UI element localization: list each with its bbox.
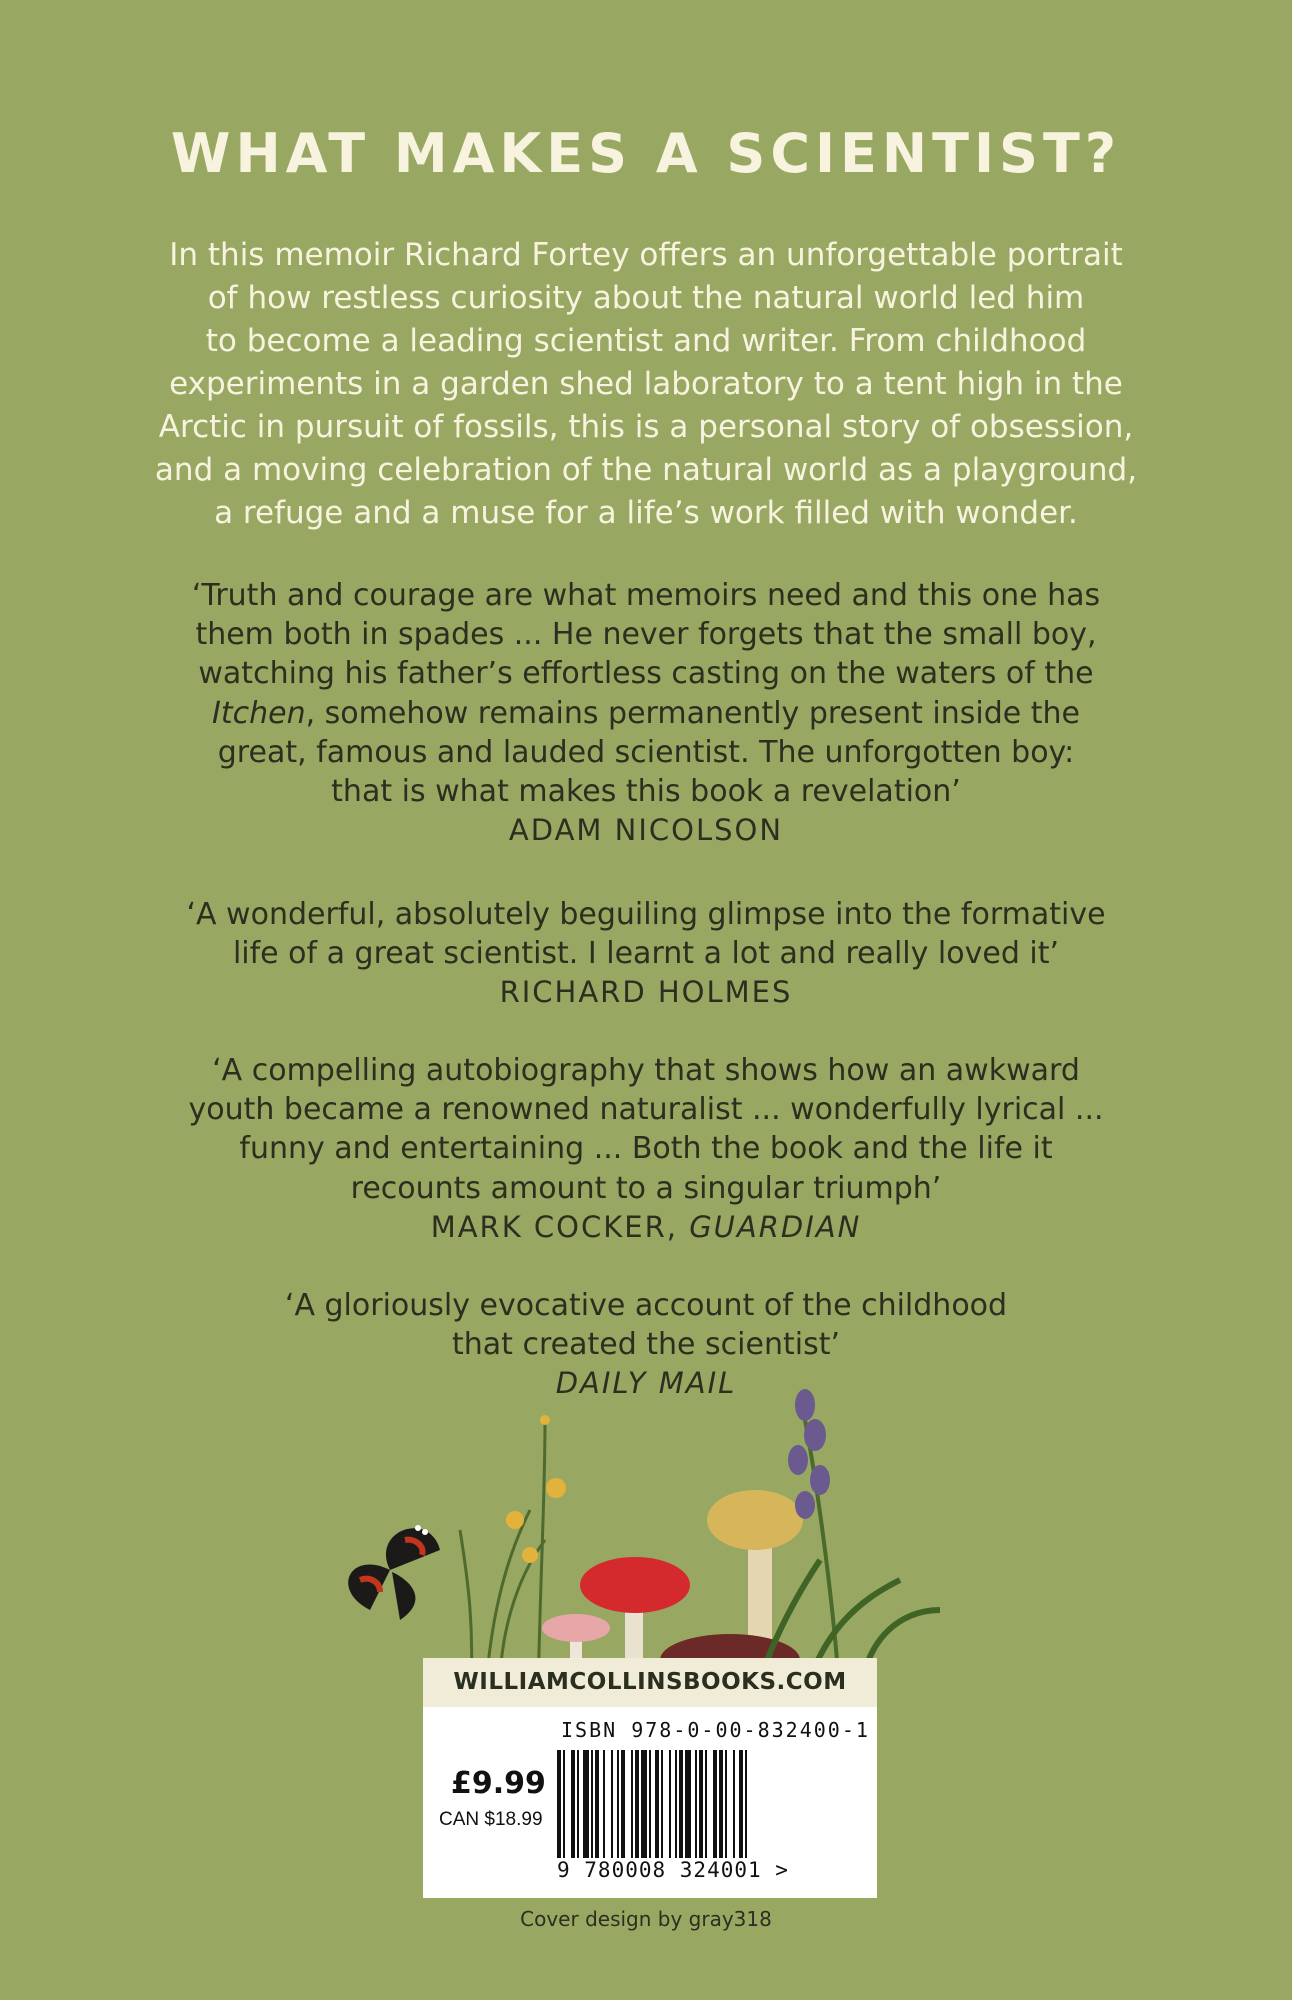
barcode-bar — [655, 1750, 659, 1858]
barcode-bar — [733, 1750, 735, 1858]
quote-line: watching his father’s effortless casting on the waters of the — [198, 656, 1094, 692]
quote-line: life of a great scientist. I learnt a lot and really loved it’ — [232, 936, 1060, 972]
butterfly-icon — [348, 1525, 440, 1620]
quote-line: that is what makes this book a revelation’ — [331, 774, 961, 810]
barcode-bar — [685, 1750, 691, 1858]
barcode-digits: 9 780008 324001 > — [557, 1858, 789, 1882]
barcode-bar — [713, 1750, 717, 1858]
cover-heading: WHAT MAKES A SCIENTIST? — [170, 122, 1122, 185]
quote-italic-river: Itchen — [212, 695, 306, 731]
barcode-bar — [661, 1750, 663, 1858]
quote-line: ‘Truth and courage are what memoirs need and this one has — [191, 578, 1101, 613]
barcode-bar — [631, 1750, 633, 1858]
barcode-panel — [423, 1658, 877, 1898]
cover-design-credit: Cover design by gray318 — [520, 1907, 772, 1931]
quote-line: great, famous and lauded scientist. The unforgotten boy: — [217, 734, 1075, 770]
barcode-bar — [695, 1750, 697, 1858]
price-gbp: £9.99 — [451, 1766, 546, 1801]
barcode-bar — [705, 1750, 707, 1858]
quote-line: recounts amount to a singular triumph’ — [350, 1170, 942, 1206]
quote-attribution: RICHARD HOLMES — [499, 975, 793, 1010]
mushrooms-icon — [542, 1490, 803, 1686]
quote-line-rest: , somehow remains permanently present inside the — [305, 695, 1080, 731]
barcode-bar — [621, 1750, 625, 1858]
barcode-bar — [641, 1750, 647, 1858]
blurb-line: and a moving celebration of the natural world as a playground, — [154, 452, 1138, 488]
blurb-line: Arctic in pursuit of fossils, this is a personal story of obsession, — [158, 409, 1134, 445]
barcode-bar — [739, 1750, 743, 1858]
attribution-publication: GUARDIAN — [689, 1209, 862, 1244]
isbn-label: ISBN 978-0-00-832400-1 — [561, 1718, 870, 1742]
quote-line: that created the scientist’ — [452, 1327, 840, 1363]
barcode-bar — [699, 1750, 703, 1858]
barcode-bar — [679, 1750, 683, 1858]
quote-attribution: ADAM NICOLSON — [508, 813, 784, 848]
barcode-bar — [563, 1750, 565, 1858]
quote-line: them both in spades ... He never forgets that the small boy, — [195, 617, 1097, 653]
barcode-bar — [571, 1750, 575, 1858]
quote-attribution: DAILY MAIL — [555, 1366, 737, 1401]
barcode-bar — [649, 1750, 651, 1858]
quote-line: funny and entertaining ... Both the book and the life it — [239, 1131, 1053, 1167]
blurb-line: to become a leading scientist and writer. From childhood — [205, 323, 1087, 359]
quote-line: ‘A gloriously evocative account of the childhood — [284, 1288, 1008, 1323]
barcode-bar — [719, 1750, 723, 1858]
review-quote-nicolson — [110, 576, 1182, 850]
quote-line — [110, 694, 1182, 733]
barcode-bar — [675, 1750, 677, 1858]
barcode-bar — [591, 1750, 593, 1858]
blurb-line: a refuge and a muse for a life’s work filled with wonder. — [214, 495, 1078, 531]
blurb-line: of how restless curiosity about the natural world led him — [207, 280, 1085, 316]
barcode-bar — [595, 1750, 599, 1858]
barcode-bar — [577, 1750, 579, 1858]
quote-line: youth became a renowned naturalist ... wonderfully lyrical ... — [188, 1092, 1104, 1128]
blurb — [120, 234, 1172, 535]
review-quote-holmes — [110, 895, 1182, 1013]
barcode-bar — [617, 1750, 619, 1858]
blurb-line: In this memoir Richard Fortey offers an unforgettable portrait — [169, 237, 1123, 273]
barcode-icon — [553, 1750, 853, 1860]
quote-line: ‘A compelling autobiography that shows how an awkward — [212, 1053, 1080, 1088]
quote-line: ‘A wonderful, absolutely beguiling glimpse into the formative — [186, 897, 1106, 932]
barcode-bar — [583, 1750, 589, 1858]
barcode-bar — [611, 1750, 613, 1858]
barcode-bar — [725, 1750, 727, 1858]
attribution-name: MARK COCKER, — [430, 1209, 690, 1244]
review-quote-cocker — [110, 1051, 1182, 1247]
barcode-bar — [635, 1750, 639, 1858]
barcode-bar — [745, 1750, 747, 1858]
barcode-bar — [669, 1750, 671, 1858]
barcode-bar — [557, 1750, 561, 1858]
publisher-website: WILLIAMCOLLINSBOOKS.COM — [423, 1658, 877, 1707]
blurb-line: experiments in a garden shed laboratory to a tent high in the — [169, 366, 1123, 402]
barcode-bar — [603, 1750, 605, 1858]
quote-attribution — [110, 1208, 1182, 1247]
price-cad: CAN $18.99 — [439, 1809, 543, 1830]
